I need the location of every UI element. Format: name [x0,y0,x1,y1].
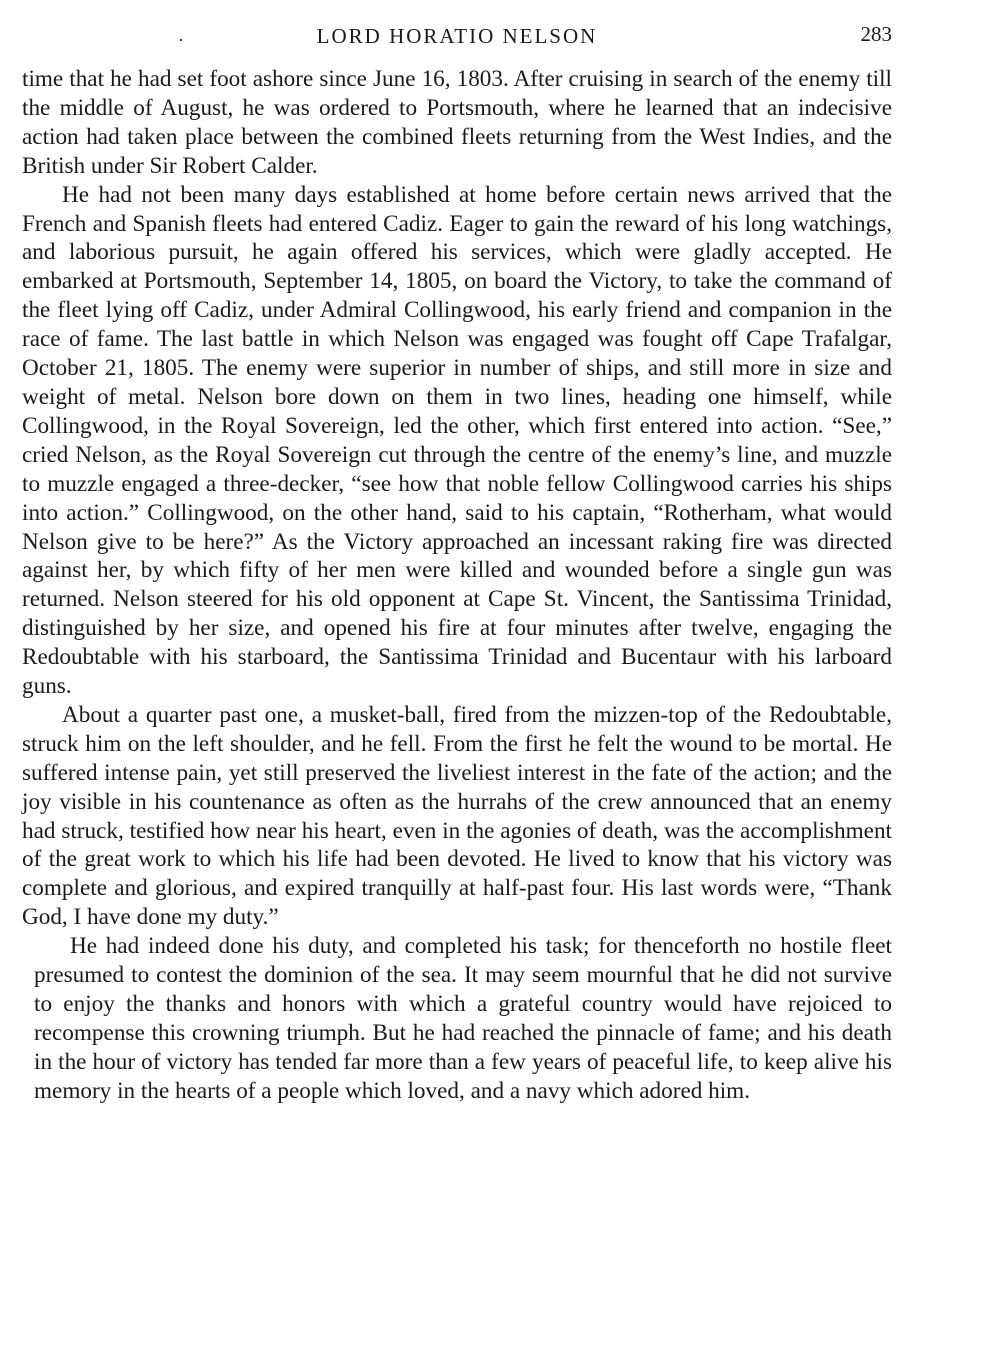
paragraph-trafalgar: He had not been many days established at home before certain news arrived that the French and Spanish fleets had entered Cadiz. Eager to gain the reward of his long watchings, and laborious pursuit, he again offered his services, which were gladly accepted. He embarked at Portsmouth, September 14, 1805, on board the Victory, to take the command of the fleet lying off Cadiz, under Admiral Collingwood, his early friend and companion in the race of fame. The last battle in which Nelson was engaged was fought off Cape Trafalgar, October 21, 1805. The enemy were superior in number of ships, and still more in size and weight of metal. Nelson bore down on them in two lines, heading one himself, while Collingwood, in the Royal Sovereign, led the other, which first entered into action. “See,” cried Nelson, as the Royal Sovereign cut through the centre of the enemy’s line, and muzzle to muzzle engaged a three-decker, “see how that noble fellow Collingwood carries his ships into action.” Collingwood, on the other hand, said to his captain, “Rotherham, what would Nelson give to be here?” As the Victory approached an incessant raking fire was directed against her, by which fifty of her men were killed and wounded before a single gun was returned. Nelson steered for his old opponent at Cape St. Vincent, the Santissima Trinidad, distinguished by her size, and opened his fire at four minutes after twelve, engaging the Redoubtable with his starboard, the Santissima Trinidad and Bucentaur with his larboard guns. [22,181,892,700]
page-number: 283 [860,22,892,46]
page-header [22,22,892,54]
body-text [22,65,892,1106]
paragraph-continuation: time that he had set foot ashore since June 16, 1803. After cruising in search of the enemy till the middle of August, he was ordered to Portsmouth, where he learned that an indecisive action had taken place between the combined fleets returning from the West Indies, and the British under Sir Robert Calder. [22,66,892,179]
paragraph-death: About a quarter past one, a musket-ball, fired from the mizzen-top of the Redoubtable, struck him on the left shoulder, and he fell. From the first he felt the wound to be mortal. He suffered intense pain, yet still preserved the liveliest interest in the fate of the action; and the joy visible in his countenance as often as the hurrahs of the crew announced that an enemy had struck, testified how near his heart, even in the agonies of death, was the accomplishment of the great work to which his life had been devoted. He lived to know that his victory was complete and glorious, and expired tranquilly at half-past four. His last words were, “Thank God, I have done my duty.” [22,701,892,931]
running-head: LORD HORATIO NELSON [316,24,598,48]
paragraph-legacy: He had indeed done his duty, and completed his task; for thenceforth no hostile fleet presumed to contest the dominion of the sea. It may seem mournful that he did not survive to enjoy the thanks and honors with which a grateful country would have rejoiced to recompense this crowning triumph. But he had reached the pinnacle of fame; and his death in the hour of victory has tended far more than a few years of peaceful life, to keep alive his memory in the hearts of a people which loved, and a navy which adored him. [34,933,892,1104]
header-dot: · [178,30,184,50]
